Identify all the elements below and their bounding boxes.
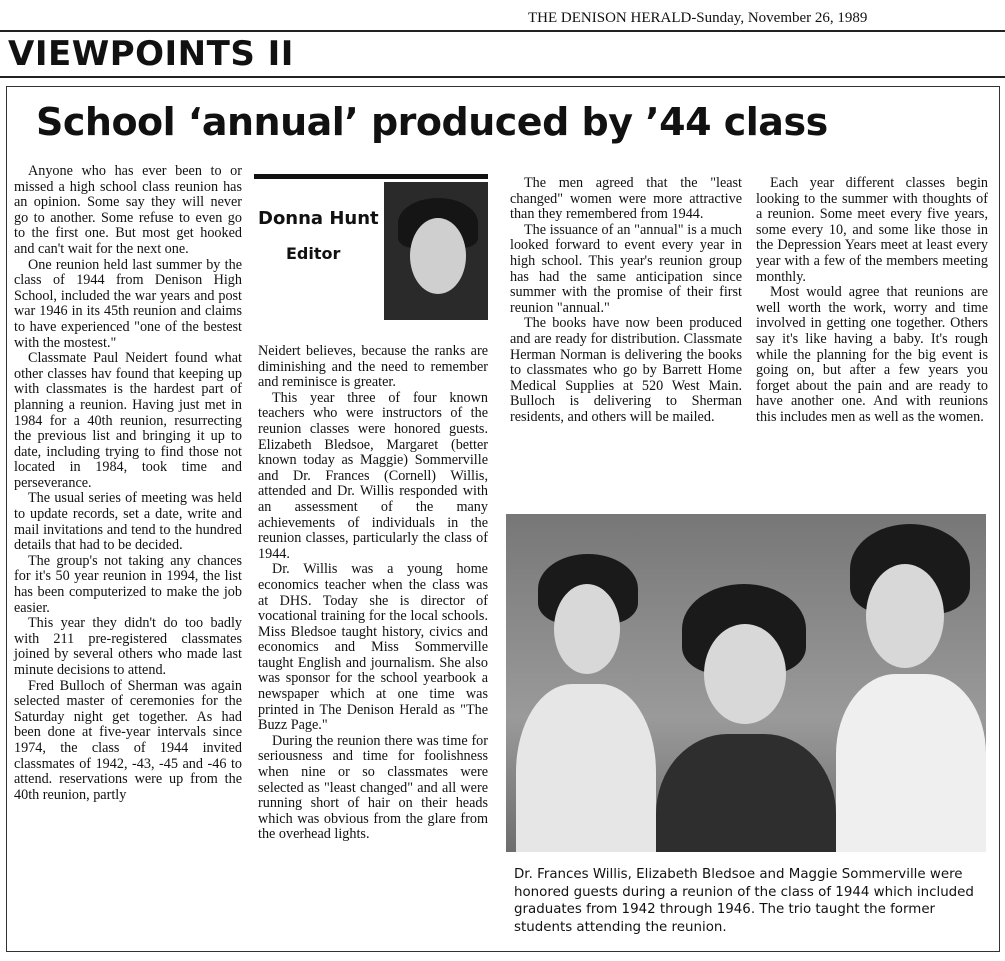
- paragraph: This year three of four known teachers who were instructors of the reunion classes were honored guests. Elizabeth Bledsoe, Margaret (better known today as Maggie) Sommerville and Dr. Frances (Cornell) Willis, attended and Dr. Willis responded with an assessment of the many achievements of individuals in the reunion classes, particularly the class of 1944.: [258, 389, 488, 562]
- byline-name: Donna Hunt: [258, 208, 379, 229]
- paragraph: The usual series of meeting was held to update records, set a date, write and mail invitations and tend to the hundred details that had to be decided.: [14, 490, 242, 554]
- byline: [254, 174, 488, 320]
- paragraph: This year they didn't do too badly with 211 pre-registered classmates joined by several others who made last minute decisions to attend.: [14, 615, 242, 678]
- paragraph: The men agreed that the "least changed" women were more attractive than they remembered from 1944.: [510, 175, 742, 223]
- paragraph: The books have now been produced and are ready for distribution. Classmate Herman Norman is delivering the books to classmates who go by Barrett Home Medical Supplies at 520 West Main. Bulloch is delivering to Sherman residents, and others will be mailed.: [510, 315, 742, 425]
- byline-title: Editor: [286, 244, 341, 263]
- paragraph: During the reunion there was time for seriousness and time for foolishness when nine or so classmates were selected as "least changed" and all were running short of hair on their heads which was obvious from the glare from the overhead lights.: [258, 732, 488, 843]
- column-3: [510, 176, 742, 426]
- paragraph: Anyone who has ever been to or missed a high school class reunion has an opinion. Some say they will never go to another. Some refuse to even go to the first one. But most get hooked and can't wait for the next one.: [14, 163, 242, 257]
- reunion-photo: [506, 514, 986, 852]
- paragraph: Each year different classes begin looking to the summer with thoughts of a reunion. Some meet every five years, some every 10, and some like those in the Depression Years meet at least every year with a few of the members meeting monthly.: [756, 175, 988, 285]
- column-2: [258, 344, 488, 843]
- headline: School ‘annual’ produced by ’44 class: [36, 100, 828, 144]
- paragraph: One reunion held last summer by the class of 1944 from Denison High School, included the war years and post war 1946 in its 45th reunion and claims to have experienced "one of the bestest with the mostest.": [14, 256, 242, 351]
- section-title: VIEWPOINTS II: [8, 34, 294, 74]
- masthead: THE DENISON HERALD-Sunday, November 26, 1989: [528, 10, 868, 26]
- top-rule: [0, 30, 1005, 32]
- photo-caption: Dr. Frances Willis, Elizabeth Bledsoe and Maggie Sommerville were honored guests during a reunion of the class of 1944 which included graduates from 1942 through 1946. The trio taught the former students attending the reunion.: [514, 867, 974, 935]
- byline-rule: [254, 174, 488, 179]
- column-4: [756, 176, 988, 426]
- section-rule: [0, 76, 1005, 78]
- paragraph: Classmate Paul Neidert found what other classes hav found that keeping up with classmates is the hardest part of planning a reunion. Having just met in 1984 for a 40th reunion, resurrecting the previous list and bringing it up to date, including trying to find those not located in 1984, took time and perseverance.: [14, 350, 242, 491]
- paragraph: The issuance of an "annual" is a much looked forward to event every year in high school. This year's reunion group has had the same anticipation since summer with the promise of their first reunion "annual.": [510, 221, 742, 316]
- paragraph: Fred Bulloch of Sherman was again selected master of ceremonies for the Saturday night get together. As had been done at five-year intervals since 1974, the class of 1944 invited classmates of 1942, -43, -45 and -46 to attend. reservations were up from the 40th reunion, partly: [14, 677, 242, 803]
- paragraph: Most would agree that reunions are well worth the work, worry and time involved in getting one together. Others say it's like having a baby. It's rough while the planning for the big event is going on, but after a few years you forget about the pain and are ready to have another one. And with reunions this includes men as well as the women.: [756, 284, 988, 425]
- column-1: [14, 164, 242, 803]
- paragraph: The group's not taking any chances for it's 50 year reunion in 1994, the list has been computerized to make the job easier.: [14, 552, 242, 616]
- paragraph: Neidert believes, because the ranks are diminishing and the need to remember and reminisce is greater.: [258, 343, 488, 391]
- author-portrait: [384, 182, 488, 320]
- paragraph: Dr. Willis was a young home economics teacher when the class was at DHS. Today she is director of vocational training for the local schools. Miss Bledsoe taught history, civics and economics and Miss Sommerville taught English and journalism. She also was sponsor for the school yearbook a newspaper which at one time was printed in The Denison Herald as "The Buzz Page.": [258, 561, 488, 734]
